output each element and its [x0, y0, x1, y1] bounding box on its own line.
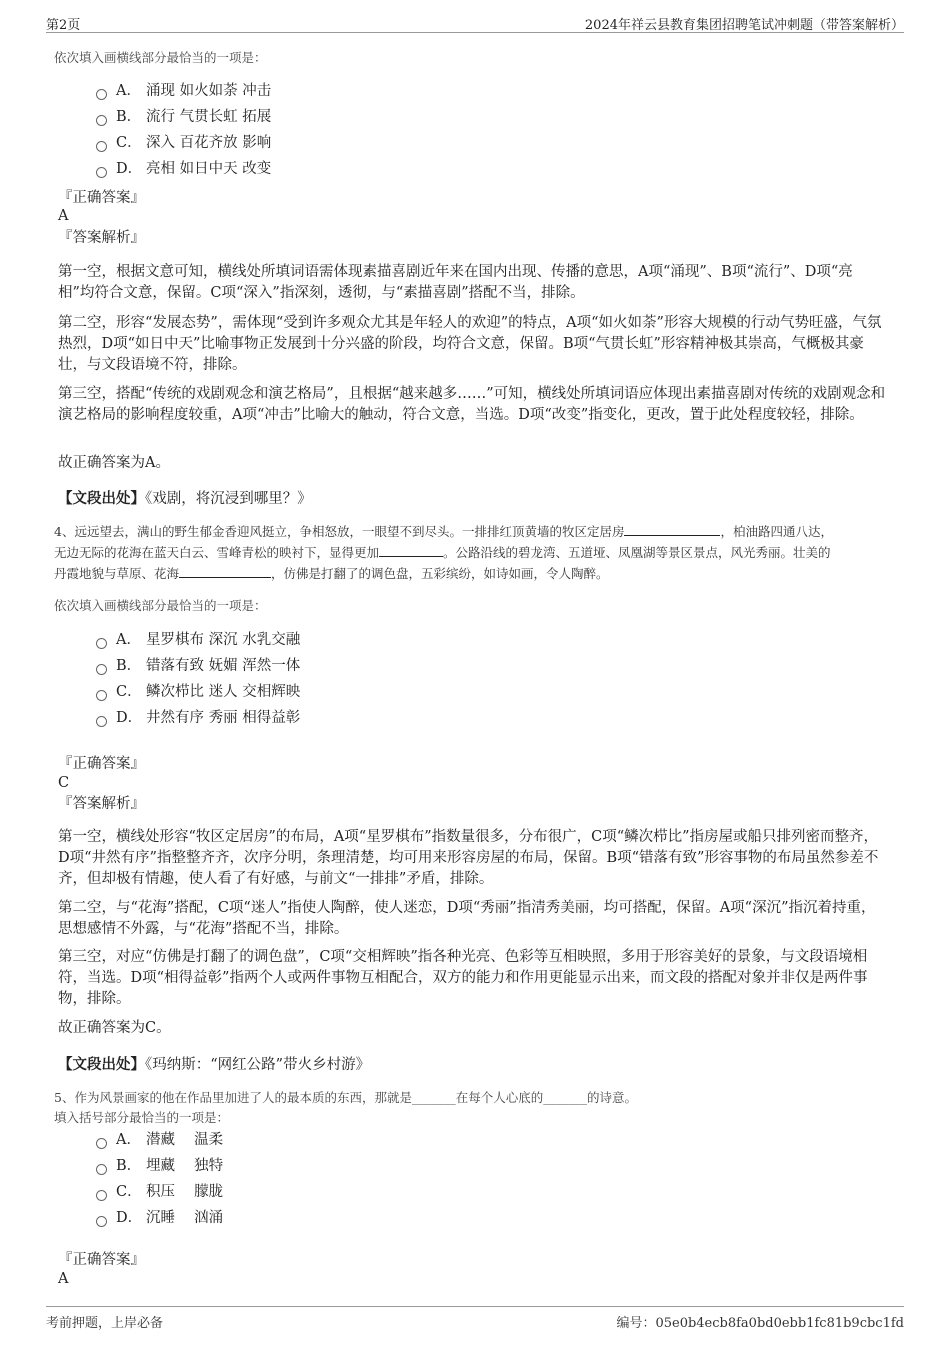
q4-option-d[interactable]: D． 井然有序 秀丽 相得益彰 [96, 705, 300, 731]
q5-answer-heading: 『正确答案』 [58, 1252, 145, 1268]
q3-answer-heading: 『正确答案』 [58, 190, 145, 206]
blank-1 [624, 521, 720, 536]
q4-source: 【文段出处】《玛纳斯：“网红公路”带火乡村游》 [58, 1056, 371, 1073]
q5-option-a[interactable]: A． 潜藏 温柔 [96, 1127, 223, 1153]
footer-divider [46, 1306, 904, 1307]
document-title: 2024年祥云县教育集团招聘笔试冲刺题（带答案解析） [584, 18, 904, 33]
q4-option-c[interactable]: C． 鳞次栉比 迷人 交相辉映 [96, 679, 300, 705]
q3-option-b[interactable]: B． 流行 气贯长虹 拓展 [96, 104, 271, 130]
radio-icon[interactable] [96, 638, 107, 649]
q4-options [96, 627, 300, 731]
q4-analysis-3: 第三空，对应“仿佛是打翻了的调色盘”，C项“交相辉映”指各种光亮、色彩等互相映照，多用于形容美好的景象，与文段语境相符，当选。D项“相得益彰”指两个人或两件事物互相配合，双方的能力和作用更能显示出来，而文段的搭配对象并非仅是两件事物，排除。 [58, 949, 868, 1007]
radio-icon[interactable] [96, 1138, 107, 1149]
q3-prompt: 依次填入画横线部分最恰当的一项是： [54, 50, 267, 65]
q4-option-a[interactable]: A． 星罗棋布 深沉 水乳交融 [96, 627, 300, 653]
radio-icon[interactable] [96, 664, 107, 675]
radio-icon[interactable] [96, 89, 107, 100]
blank-2 [379, 542, 443, 557]
radio-icon[interactable] [96, 1216, 107, 1227]
radio-icon[interactable] [96, 167, 107, 178]
q4-analysis-heading: 『答案解析』 [58, 796, 145, 812]
q3-option-a[interactable]: A． 涌现 如火如荼 冲击 [96, 78, 271, 104]
radio-icon[interactable] [96, 690, 107, 701]
document-id: 编号：05e0b4ecb8fa0bd0ebb1fc81b9cbc1fd [616, 1316, 904, 1331]
q5-option-b[interactable]: B． 埋藏 独特 [96, 1153, 223, 1179]
radio-icon[interactable] [96, 1164, 107, 1175]
q5-option-c[interactable]: C． 积压 朦胧 [96, 1179, 223, 1205]
q4-analysis-2: 第二空，与“花海”搭配，C项“迷人”指使人陶醉，使人迷恋，D项“秀丽”指清秀美丽，均可搭配，保留。A项“深沉”指沉着持重，思想感情不外露，与“花海”搭配不当，排除。 [58, 900, 876, 937]
radio-icon[interactable] [96, 115, 107, 126]
q4-prompt: 依次填入画横线部分最恰当的一项是： [54, 598, 267, 613]
q3-analysis-heading: 『答案解析』 [58, 230, 145, 246]
q4-analysis-1: 第一空，横线处形容“牧区定居房”的布局，A项“星罗棋布”指数量很多，分布很广，C项“鳞次栉比”指房屋或船只排列密而整齐，D项“井然有序”指整整齐齐，次序分明，条理清楚，均可用来形容房屋的布局，保留。B项“错落有致”形容事物的布局虽然参差不齐，但却极有情趣，使人看了有好感，与前文“一排排”矛盾，排除。 [58, 829, 879, 887]
q3-conclusion: 故正确答案为A。 [58, 455, 170, 471]
q4-conclusion: 故正确答案为C。 [58, 1020, 171, 1036]
radio-icon[interactable] [96, 716, 107, 727]
q5-option-d[interactable]: D． 沉睡 汹涌 [96, 1205, 223, 1231]
q4-option-b[interactable]: B． 错落有致 妩媚 浑然一体 [96, 653, 300, 679]
footer-slogan: 考前押题，上岸必备 [46, 1316, 164, 1331]
q3-answer: A [58, 208, 69, 224]
q5-stem: 5、作为风景画家的他在作品里加进了人的最本质的东西，那就是_______在每个人心底的_______的诗意。 [54, 1090, 637, 1105]
q3-option-c[interactable]: C． 深入 百花齐放 影响 [96, 130, 271, 156]
q3-option-d[interactable]: D． 亮相 如日中天 改变 [96, 156, 271, 182]
q5-prompt: 填入括号部分最恰当的一项是： [54, 1110, 230, 1125]
q4-answer: C [58, 775, 70, 791]
radio-icon[interactable] [96, 1190, 107, 1201]
q4-stem: 4、远远望去，满山的野生郁金香迎风挺立，争相怒放，一眼望不到尽头。一排排红顶黄墙的牧区定居房 ，柏油路四通八达， 无边无际的花海在蓝天白云、雪峰青松的映衬下，显得更加 。公路沿线的碧龙湾、五道垭、凤凰湖等景区景点，风光秀丽。壮美的 丹霞地貌与草原、花海 ，仿佛是打翻了的调色盘，五彩缤纷，如诗如画，令人陶醉。 [54, 521, 890, 584]
header-divider [46, 32, 904, 33]
radio-icon[interactable] [96, 141, 107, 152]
q3-source: 【文段出处】《戏剧，将沉浸到哪里？》 [58, 490, 312, 507]
blank-3 [179, 563, 271, 578]
q3-analysis-1: 第一空，根据文意可知，横线处所填词语需体现素描喜剧近年来在国内出现、传播的意思，A项“涌现”、B项“流行”、D项“亮相”均符合文意，保留。C项“深入”指深刻，透彻，与“素描喜剧”搭配不当，排除。 [58, 264, 853, 301]
q3-options [96, 78, 271, 182]
q5-answer: A [58, 1271, 69, 1287]
q5-options [96, 1127, 223, 1231]
q3-analysis-3: 第三空，搭配“传统的戏剧观念和演艺格局”，且根据“越来越多……”可知，横线处所填词语应体现出素描喜剧对传统的戏剧观念和演艺格局的影响程度较重，A项“冲击”比喻大的触动，符合文意，当选。D项“改变”指变化，更改，置于此处程度较轻，排除。 [58, 386, 886, 423]
q4-answer-heading: 『正确答案』 [58, 756, 145, 772]
q3-analysis-2: 第二空，形容“发展态势”，需体现“受到许多观众尤其是年轻人的欢迎”的特点，A项“如火如荼”形容大规模的行动气势旺盛，气氛热烈，D项“如日中天”比喻事物正发展到十分兴盛的阶段，均符合文意，保留。B项“气贯长虹”形容精神极其崇高，气概极其豪壮，与文段语境不符，排除。 [58, 315, 882, 373]
page-number: 第2页 [46, 18, 81, 33]
